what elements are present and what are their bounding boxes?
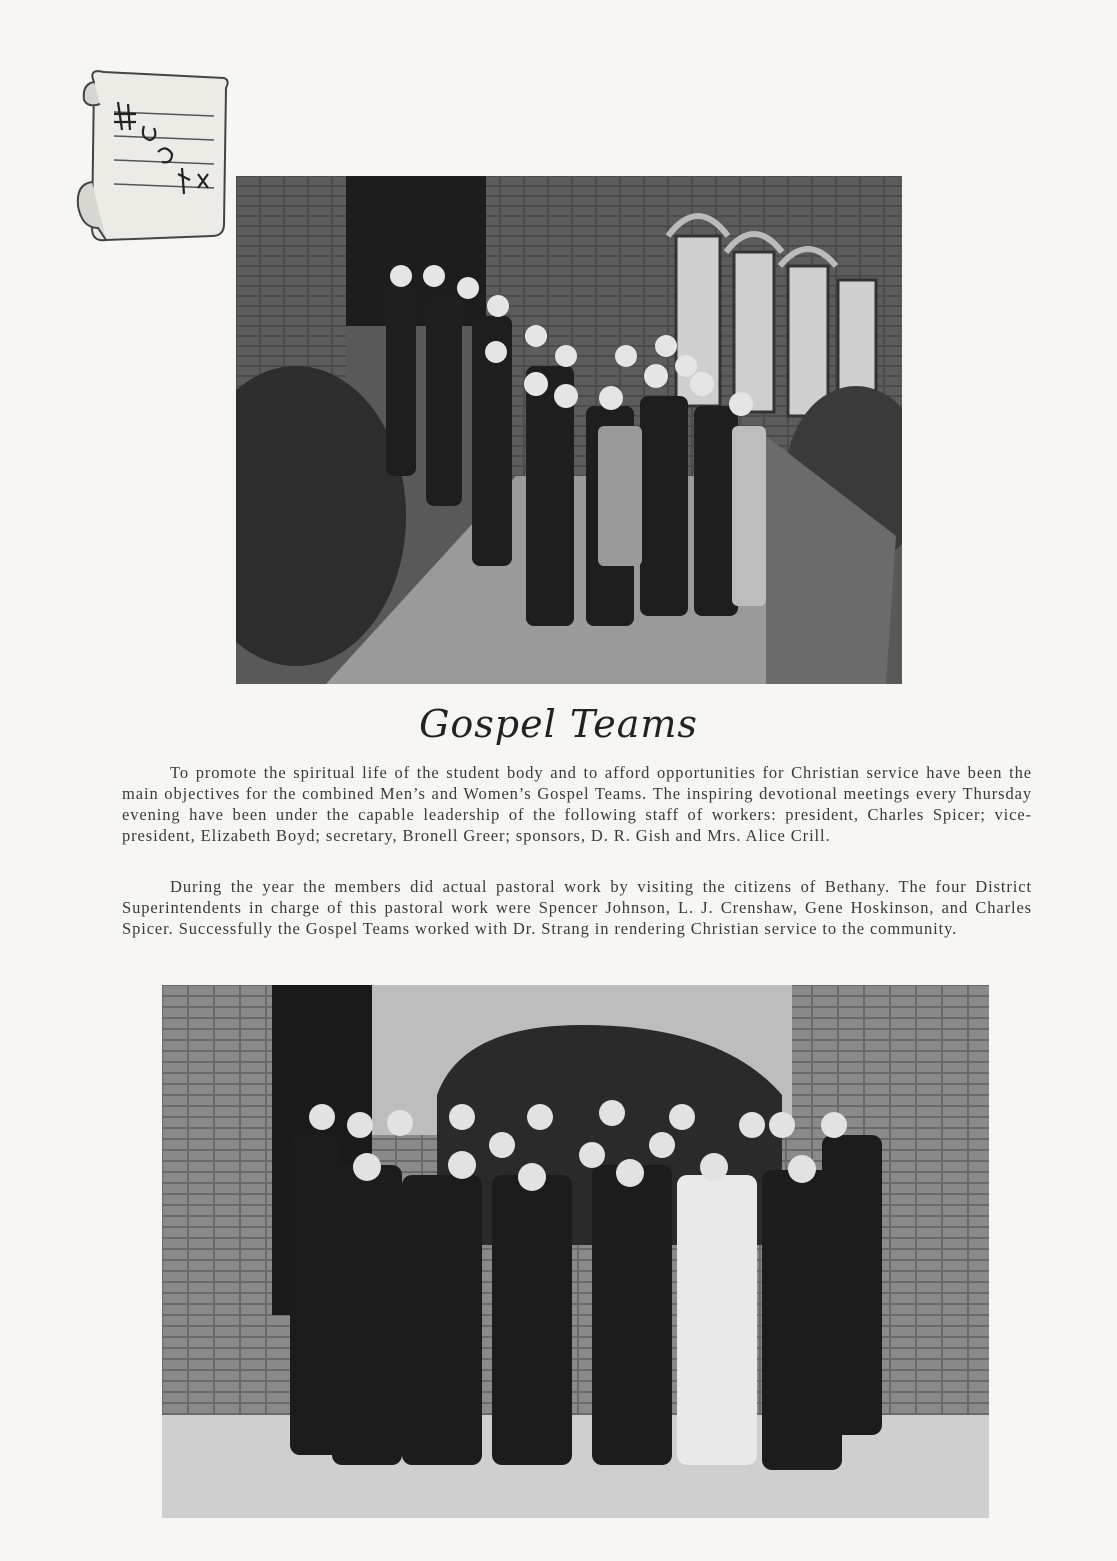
womens-gospel-team-photo: [236, 176, 902, 684]
page-title: Gospel Teams: [419, 702, 698, 746]
pastoral-work-paragraph: During the year the members did actual pastoral work by visiting the citizens of Bethany. The four District Superintendents in charge of this pastoral work were Spencer Johnson, L. J. Crenshaw, Gene Hoskinson, and Charles Spicer. Successfully the Gospel Teams worked with Dr. Strang in rendering Christian service to the community.: [122, 877, 1032, 938]
scroll-icon: [74, 64, 234, 248]
intro-paragraph: To promote the spiritual life of the student body and to afford opportunities for Christian service have been the main objectives for the combined Men’s and Women’s Gospel Teams. The inspiring devotional meetings every Thursday evening have been under the capable leadership of the following staff of workers: president, Charles Spicer; vice-president, Elizabeth Boyd; secretary, Bronell Greer; sponsors, D. R. Gish and Mrs. Alice Crill.: [122, 763, 1032, 845]
mens-gospel-team-photo: [162, 985, 989, 1518]
